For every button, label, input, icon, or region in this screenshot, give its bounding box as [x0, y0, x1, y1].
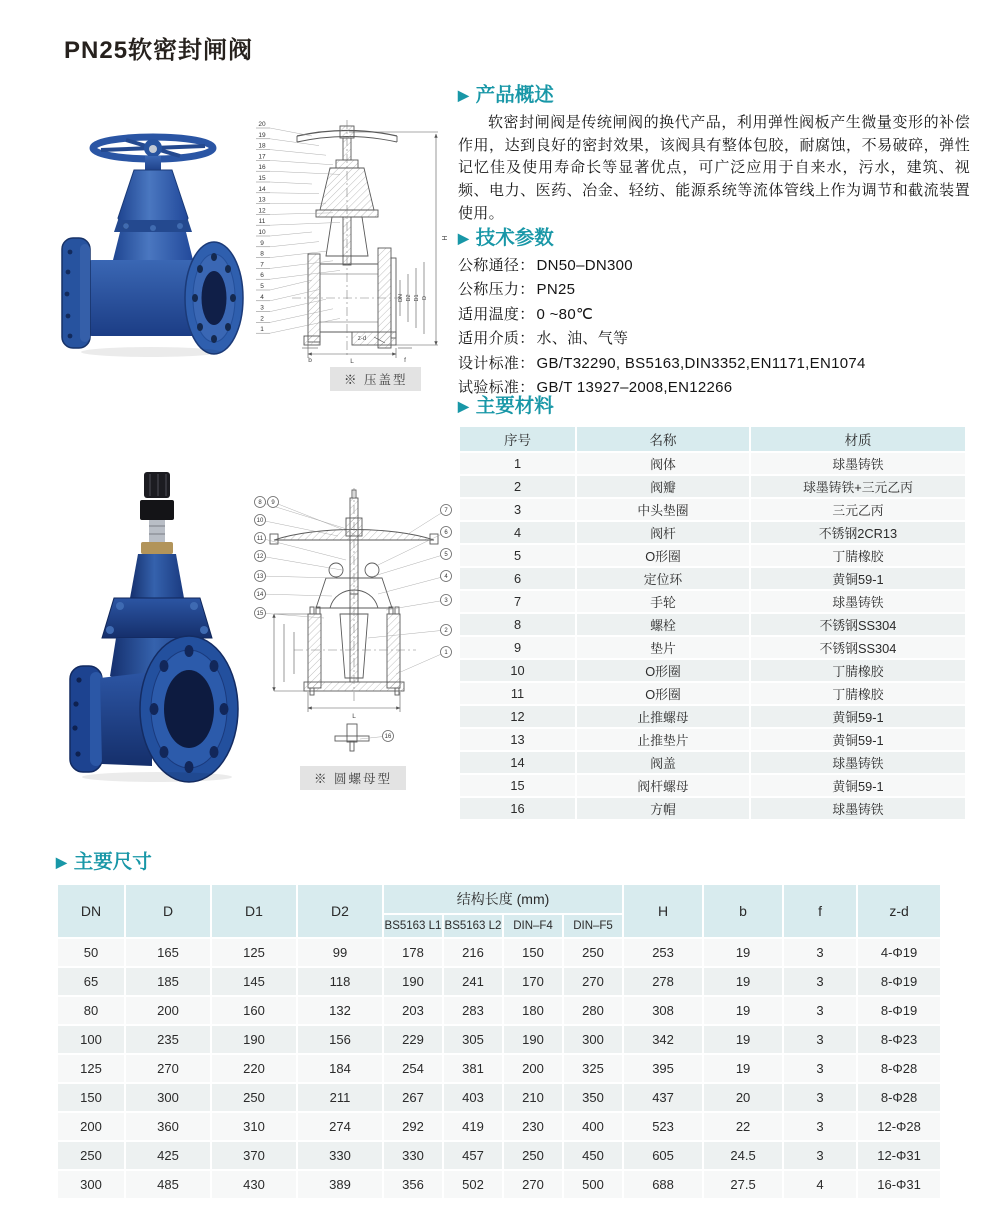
dims-header-h: H	[624, 885, 702, 937]
dims-subheader-bs5163-l1: BS5163 L1	[384, 915, 442, 937]
table-cell: 267	[384, 1084, 442, 1111]
triangle-icon: ▶	[458, 87, 469, 103]
table-cell: 403	[444, 1084, 502, 1111]
table-cell: 300	[58, 1171, 124, 1198]
table-cell: 185	[126, 968, 210, 995]
table-cell: 270	[504, 1171, 562, 1198]
table-cell: 丁腈橡胶	[751, 545, 965, 566]
svg-text:9: 9	[260, 239, 264, 247]
dim-label-L2: L	[352, 713, 356, 720]
svg-text:15: 15	[256, 611, 264, 618]
table-cell: 手轮	[577, 591, 749, 612]
svg-text:14: 14	[258, 185, 266, 193]
table-cell: 200	[504, 1055, 562, 1082]
dim-label-DN: DN	[398, 294, 404, 302]
caption-text: ※ 压盖型	[344, 373, 408, 387]
table-row	[460, 752, 965, 773]
table-cell: 3	[784, 1142, 856, 1169]
materials-header-material: 材质	[751, 427, 965, 451]
svg-text:8: 8	[260, 250, 264, 258]
table-row	[460, 729, 965, 750]
table-row	[460, 499, 965, 520]
figure-caption-gland	[330, 367, 421, 391]
table-row	[460, 706, 965, 727]
table-cell: 12-Φ31	[858, 1142, 940, 1169]
page-title: PN25软密封闸阀	[64, 37, 254, 64]
table-cell: 3	[784, 968, 856, 995]
table-cell: 14	[460, 752, 575, 773]
svg-text:6: 6	[260, 272, 264, 280]
table-cell: 50	[58, 939, 124, 966]
table-cell: 丁腈橡胶	[751, 660, 965, 681]
valve-drawing-gland-type	[252, 106, 457, 369]
table-cell: 垫片	[577, 637, 749, 658]
table-cell: 300	[126, 1084, 210, 1111]
param-label: 适用介质：	[458, 330, 535, 348]
table-cell: 7	[460, 591, 575, 612]
tech-param-line	[458, 254, 970, 278]
svg-text:16: 16	[384, 734, 392, 741]
table-row	[460, 453, 965, 474]
table-cell: 3	[784, 939, 856, 966]
section-overview	[458, 83, 970, 226]
table-cell: 不锈钢SS304	[751, 637, 965, 658]
svg-text:5: 5	[444, 552, 448, 559]
table-cell: 8	[460, 614, 575, 635]
table-cell: 方帽	[577, 798, 749, 819]
table-cell: 211	[298, 1084, 382, 1111]
svg-text:8: 8	[258, 500, 262, 507]
table-cell: 12	[460, 706, 575, 727]
dim-label-zd: z-d	[357, 336, 367, 342]
table-cell: 20	[704, 1084, 782, 1111]
table-cell: 16	[460, 798, 575, 819]
svg-text:3: 3	[260, 304, 264, 312]
table-cell: 450	[564, 1142, 622, 1169]
table-cell: 150	[58, 1084, 124, 1111]
table-cell: 278	[624, 968, 702, 995]
table-cell: 253	[624, 939, 702, 966]
svg-text:11: 11	[258, 218, 266, 226]
svg-text:13: 13	[256, 574, 264, 581]
table-cell: 3	[784, 1113, 856, 1140]
table-row	[460, 775, 965, 796]
tech-param-line	[458, 303, 970, 327]
table-cell: 330	[384, 1142, 442, 1169]
table-cell: 360	[126, 1113, 210, 1140]
valve-photo-gland-type	[56, 112, 251, 367]
table-row	[58, 1171, 940, 1198]
materials-table	[458, 425, 967, 821]
table-cell: 3	[784, 997, 856, 1024]
table-cell: 螺栓	[577, 614, 749, 635]
section-header-overview	[458, 83, 970, 107]
table-cell: 13	[460, 729, 575, 750]
table-cell: 250	[564, 939, 622, 966]
table-cell: 27.5	[704, 1171, 782, 1198]
svg-text:1: 1	[444, 650, 448, 657]
table-cell: 125	[58, 1055, 124, 1082]
table-cell: 190	[212, 1026, 296, 1053]
table-cell: 283	[444, 997, 502, 1024]
svg-text:12: 12	[258, 207, 266, 215]
table-cell: 4	[784, 1171, 856, 1198]
table-cell: 黄铜59-1	[751, 706, 965, 727]
table-cell: 308	[624, 997, 702, 1024]
table-cell: 10	[460, 660, 575, 681]
param-value: GB/T 13927–2008,EN12266	[536, 379, 733, 397]
section-title: 主要尺寸	[73, 851, 152, 873]
table-row	[460, 798, 965, 819]
section-tech-params	[458, 226, 970, 400]
table-cell: 阀瓣	[577, 476, 749, 497]
dims-header-dn: DN	[58, 885, 124, 937]
caption-text: ※ 圆螺母型	[314, 772, 392, 786]
table-cell: 阀体	[577, 453, 749, 474]
table-cell: 184	[298, 1055, 382, 1082]
svg-text:5: 5	[260, 283, 264, 290]
dims-header-f: f	[784, 885, 856, 937]
table-cell: 230	[504, 1113, 562, 1140]
table-cell: 80	[58, 997, 124, 1024]
table-cell: 178	[384, 939, 442, 966]
dims-subheader-din-f5: DIN–F5	[564, 915, 622, 937]
table-cell: 210	[504, 1084, 562, 1111]
dim-label-D2: D2	[406, 294, 412, 302]
svg-text:16: 16	[258, 164, 266, 172]
valve-drawing-roundnut-type	[246, 478, 464, 775]
svg-text:1: 1	[260, 326, 264, 334]
table-cell: 229	[384, 1026, 442, 1053]
section-title: 技术参数	[475, 227, 554, 249]
section-header-dimensions	[56, 850, 946, 874]
table-cell: 235	[126, 1026, 210, 1053]
table-cell: 500	[564, 1171, 622, 1198]
param-value: DN50–DN300	[536, 257, 633, 274]
table-cell: 280	[564, 997, 622, 1024]
svg-text:15: 15	[258, 175, 266, 182]
table-cell: 250	[504, 1142, 562, 1169]
section-dimensions	[56, 850, 946, 1200]
triangle-icon: ▶	[56, 854, 67, 870]
table-cell: 170	[504, 968, 562, 995]
tech-param-line	[458, 278, 970, 302]
dims-header-d1: D1	[212, 885, 296, 937]
dims-header-group: 结构长度 (mm)	[384, 885, 622, 913]
param-value: PN25	[536, 281, 576, 299]
table-cell: 356	[384, 1171, 442, 1198]
table-cell: 16-Φ31	[858, 1171, 940, 1198]
table-cell: 99	[298, 939, 382, 966]
svg-text:9: 9	[271, 500, 275, 507]
dim-label-L: L	[350, 358, 354, 364]
table-cell: 8-Φ28	[858, 1084, 940, 1111]
table-cell: 8-Φ28	[858, 1055, 940, 1082]
table-row	[58, 997, 940, 1024]
dim-label-D1: D1	[414, 294, 420, 302]
table-cell: 457	[444, 1142, 502, 1169]
table-cell: 381	[444, 1055, 502, 1082]
table-cell: 3	[784, 1026, 856, 1053]
table-cell: 156	[298, 1026, 382, 1053]
table-cell: 370	[212, 1142, 296, 1169]
param-value: GB/T32290, BS5163,DIN3352,EN1171,EN1074	[536, 354, 866, 372]
section-header-materials	[458, 394, 970, 418]
table-cell: 1	[460, 453, 575, 474]
table-cell: 8-Φ19	[858, 997, 940, 1024]
param-label: 公称通径：	[458, 257, 535, 274]
param-label: 设计标准：	[458, 354, 535, 372]
table-cell: 688	[624, 1171, 702, 1198]
table-cell: 502	[444, 1171, 502, 1198]
table-cell: 24.5	[704, 1142, 782, 1169]
table-cell: 400	[564, 1113, 622, 1140]
table-cell: 15	[460, 775, 575, 796]
table-row	[58, 1026, 940, 1053]
param-label: 适用温度：	[458, 305, 535, 323]
table-row	[460, 568, 965, 589]
table-cell: 球墨铸铁	[751, 453, 965, 474]
param-label: 公称压力：	[458, 281, 535, 299]
table-row	[58, 1113, 940, 1140]
svg-text:20: 20	[258, 121, 266, 128]
table-cell: 203	[384, 997, 442, 1024]
table-cell: 310	[212, 1113, 296, 1140]
table-cell: 425	[126, 1142, 210, 1169]
dimensions-table	[56, 883, 942, 1200]
table-row	[58, 968, 940, 995]
svg-text:7: 7	[260, 261, 264, 269]
triangle-icon: ▶	[458, 398, 469, 414]
table-cell: 黄铜59-1	[751, 775, 965, 796]
table-cell: 330	[298, 1142, 382, 1169]
table-row	[460, 522, 965, 543]
table-cell: 437	[624, 1084, 702, 1111]
table-cell: 523	[624, 1113, 702, 1140]
table-cell: 阀杆	[577, 522, 749, 543]
table-cell: 292	[384, 1113, 442, 1140]
dims-header-d: D	[126, 885, 210, 937]
table-cell: 19	[704, 968, 782, 995]
table-cell: 165	[126, 939, 210, 966]
svg-text:11: 11	[256, 536, 264, 543]
table-row	[58, 1084, 940, 1111]
svg-text:12: 12	[256, 554, 264, 561]
table-row	[460, 614, 965, 635]
dim-label-D: D	[422, 296, 428, 300]
dims-header-zd: z-d	[858, 885, 940, 937]
svg-text:14: 14	[256, 592, 264, 599]
materials-header-no: 序号	[460, 427, 575, 451]
param-value: 0 ~80℃	[536, 305, 594, 323]
table-cell: 3	[784, 1084, 856, 1111]
table-cell: 黄铜59-1	[751, 729, 965, 750]
table-cell: O形圈	[577, 683, 749, 704]
table-cell: 350	[564, 1084, 622, 1111]
svg-text:17: 17	[258, 153, 266, 161]
svg-text:4: 4	[444, 574, 448, 581]
table-cell: 305	[444, 1026, 502, 1053]
figure-caption-roundnut	[300, 766, 406, 790]
table-cell: 阀杆螺母	[577, 775, 749, 796]
section-header-tech	[458, 226, 970, 250]
table-cell: 430	[212, 1171, 296, 1198]
valve-photo-roundnut-type	[62, 466, 257, 789]
table-cell: 4-Φ19	[858, 939, 940, 966]
table-cell: 6	[460, 568, 575, 589]
dims-subheader-bs5163-l2: BS5163 L2	[444, 915, 502, 937]
table-cell: 球墨铸铁	[751, 752, 965, 773]
svg-text:6: 6	[444, 530, 448, 537]
table-cell: 419	[444, 1113, 502, 1140]
dim-label-b: b	[308, 357, 312, 364]
tech-param-line	[458, 327, 970, 351]
table-cell: 274	[298, 1113, 382, 1140]
table-cell: 180	[504, 997, 562, 1024]
svg-text:10: 10	[256, 518, 264, 525]
tech-param-line	[458, 352, 970, 376]
table-cell: 241	[444, 968, 502, 995]
section-title: 产品概述	[475, 84, 554, 106]
dim-label-H: H	[440, 235, 447, 241]
table-cell: 270	[126, 1055, 210, 1082]
table-cell: 605	[624, 1142, 702, 1169]
materials-header-name: 名称	[577, 427, 749, 451]
table-cell: 250	[212, 1084, 296, 1111]
table-row	[58, 939, 940, 966]
table-row	[460, 660, 965, 681]
table-row	[58, 1055, 940, 1082]
svg-text:10: 10	[258, 229, 266, 236]
section-materials	[458, 394, 970, 821]
table-cell: 270	[564, 968, 622, 995]
table-cell: 球墨铸铁+三元乙丙	[751, 476, 965, 497]
table-cell: 球墨铸铁	[751, 798, 965, 819]
table-cell: 200	[58, 1113, 124, 1140]
table-cell: 12-Φ28	[858, 1113, 940, 1140]
table-cell: 不锈钢2CR13	[751, 522, 965, 543]
gate-valve-front-section-drawing	[246, 478, 464, 770]
svg-text:19: 19	[258, 131, 266, 139]
drawing1-callout-numbers	[256, 121, 340, 333]
gate-valve-roundnut-image	[62, 466, 257, 784]
svg-text:4: 4	[260, 293, 264, 301]
table-cell: 342	[624, 1026, 702, 1053]
table-cell: 4	[460, 522, 575, 543]
table-cell: 中头垫圈	[577, 499, 749, 520]
table-cell: 球墨铸铁	[751, 591, 965, 612]
table-row	[460, 683, 965, 704]
table-cell: 19	[704, 997, 782, 1024]
table-cell: 300	[564, 1026, 622, 1053]
table-cell: 485	[126, 1171, 210, 1198]
table-cell: 200	[126, 997, 210, 1024]
table-row	[58, 1142, 940, 1169]
dim-label-f: f	[404, 357, 406, 364]
table-cell: 254	[384, 1055, 442, 1082]
table-cell: 黄铜59-1	[751, 568, 965, 589]
table-cell: 三元乙丙	[751, 499, 965, 520]
table-cell: 丁腈橡胶	[751, 683, 965, 704]
table-cell: 389	[298, 1171, 382, 1198]
table-cell: 11	[460, 683, 575, 704]
overview-paragraph: 软密封闸阀是传统闸阀的换代产品，利用弹性阀板产生微量变形的补偿作用，达到良好的密封效果，该阀具有整体包胶，耐腐蚀，不易破碎，弹性记忆佳及使用寿命长等显著优点，可广泛应用于自来水，污水，建筑、视频、电力、医药、冶金、轻纺、能源系统等流体管线上作为调节和截流装置使用。	[458, 114, 970, 222]
table-cell: 9	[460, 637, 575, 658]
triangle-icon: ▶	[458, 230, 469, 246]
table-cell: 8-Φ19	[858, 968, 940, 995]
table-cell: 3	[784, 1055, 856, 1082]
table-cell: 8-Φ23	[858, 1026, 940, 1053]
param-label: 试验标准：	[458, 379, 535, 397]
table-cell: 65	[58, 968, 124, 995]
tech-params-list	[458, 254, 970, 400]
svg-text:18: 18	[258, 142, 266, 150]
gate-valve-section-drawing	[252, 106, 457, 364]
section-title: 主要材料	[475, 395, 554, 417]
table-cell: O形圈	[577, 545, 749, 566]
dims-header-b: b	[704, 885, 782, 937]
table-row	[460, 476, 965, 497]
svg-text:2: 2	[444, 628, 448, 635]
dims-header-d2: D2	[298, 885, 382, 937]
table-cell: 22	[704, 1113, 782, 1140]
table-cell: 325	[564, 1055, 622, 1082]
table-cell: 190	[504, 1026, 562, 1053]
table-cell: 100	[58, 1026, 124, 1053]
svg-text:7: 7	[444, 508, 448, 515]
table-cell: 395	[624, 1055, 702, 1082]
table-cell: O形圈	[577, 660, 749, 681]
table-cell: 19	[704, 1026, 782, 1053]
table-cell: 145	[212, 968, 296, 995]
table-cell: 150	[504, 939, 562, 966]
param-value: 水、油、气等	[536, 330, 629, 348]
dims-subheader-din-f4: DIN–F4	[504, 915, 562, 937]
table-cell: 19	[704, 939, 782, 966]
table-row	[460, 637, 965, 658]
table-cell: 止推垫片	[577, 729, 749, 750]
table-cell: 19	[704, 1055, 782, 1082]
table-cell: 定位环	[577, 568, 749, 589]
gate-valve-handwheel-image	[56, 112, 251, 362]
table-cell: 190	[384, 968, 442, 995]
table-cell: 118	[298, 968, 382, 995]
table-cell: 160	[212, 997, 296, 1024]
svg-text:3: 3	[444, 598, 448, 605]
table-cell: 不锈钢SS304	[751, 614, 965, 635]
table-cell: 止推螺母	[577, 706, 749, 727]
table-cell: 5	[460, 545, 575, 566]
table-cell: 125	[212, 939, 296, 966]
svg-text:13: 13	[258, 196, 266, 204]
table-row	[460, 545, 965, 566]
table-row	[460, 591, 965, 612]
table-cell: 132	[298, 997, 382, 1024]
table-cell: 220	[212, 1055, 296, 1082]
table-cell: 2	[460, 476, 575, 497]
table-cell: 216	[444, 939, 502, 966]
table-cell: 阀盖	[577, 752, 749, 773]
table-cell: 3	[460, 499, 575, 520]
table-cell: 250	[58, 1142, 124, 1169]
svg-text:2: 2	[260, 315, 264, 323]
